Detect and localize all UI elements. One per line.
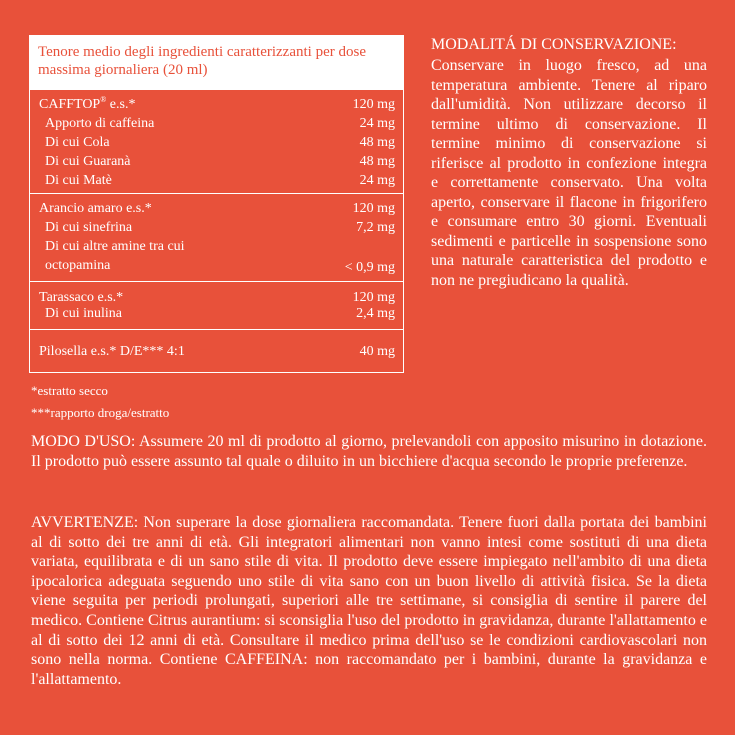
storage-title: MODALITÁ DI CONSERVAZIONE: [431,36,677,53]
table-divider [30,281,403,282]
ingredient-value: 120 mg [352,97,395,112]
table-row [30,95,403,114]
footnote: ***rapporto droga/estratto [31,405,170,420]
ingredient-name: Di cui Cola [45,135,110,150]
ingredient-value: 7,2 mg [356,220,395,235]
ingredient-value: 120 mg [352,201,395,216]
warnings-text: Non superare la dose giornaliera raccomandata. Tenere fuori dalla portata dei bambini al di sotto dei tre anni di età. Gli integratori alimentari non vanno intesi come sostituti di una dieta variata, equilibrata e di un sano stile di vita. Il prodotto deve essere impiegato nell'ambito di una dieta ipocalorica adeguata seguendo uno stile di vita sano con un buon livello di attività fisica. Se la dieta viene seguita per periodi prolungati, superiori alle tre settimane, si consiglia di sentire il parere del medico. Contiene Citrus aurantium: si sconsiglia l'uso del prodotto in gravidanza, durante l'allattamento e al di sotto dei 12 anni di età. Consultare il medico prima dell'uso se le condizioni cardiovascolari non sono nella norma. Contiene CAFFEINA: non raccomandato per i bambini, durante la gravidanza e l'allattamento. [31,514,707,688]
ingredient-name: Di cui Guaranà [45,154,131,169]
ingredient-name: CAFFTOP® e.s.* [39,95,136,112]
table-row [30,237,403,256]
table-row [30,342,403,361]
table-divider [30,89,403,90]
table-header: Tenore medio degli ingredienti caratterizzanti per dose massima giornaliera (20 ml) [30,36,403,89]
storage-section [431,36,707,290]
ingredient-value: 48 mg [359,154,395,169]
ingredient-name: octopamina [45,258,111,273]
ingredient-value: 120 mg [352,290,395,305]
ingredient-name: Pilosella e.s.* D/E*** 4:1 [39,344,185,359]
table-row [30,133,403,152]
table-row [30,171,403,190]
table-row [30,114,403,133]
ingredient-value: 24 mg [359,116,395,131]
ingredient-value: 48 mg [359,135,395,150]
table-divider [30,193,403,194]
usage-label: MODO D'USO [31,433,131,450]
table-divider [30,329,403,330]
registered-mark: ® [100,95,107,104]
storage-text: Conservare in luogo fresco, ad una temperatura ambiente. Tenere al riparo dall'umidità. Non utilizzare decorso il termine ultimo di conservazione. Il termine minimo di conservazione si riferisce al prodotto in confezione integra e correttamente conservato. Una volta aperto, conservare il flacone in frigorifero e consumare entro 30 giorni. Eventuali sedimenti e particelle in sospensione sono una naturale caratteristica del prodotto e non ne pregiudicano la qualità. [431,57,707,289]
ingredient-name: Apporto di caffeina [45,116,155,131]
ingredient-value: 40 mg [359,344,395,359]
footnote: *estratto secco [31,383,108,398]
ingredient-name: Tarassaco e.s.* [39,290,124,305]
ingredient-value: 2,4 mg [356,306,395,321]
ingredient-name: Di cui inulina [45,306,122,321]
ingredient-value: < 0,9 mg [344,260,395,275]
ingredient-name: Di cui Matè [45,173,112,188]
ingredients-table [29,35,404,373]
ingredient-value: 24 mg [359,173,395,188]
usage-text: : Assumere 20 ml di prodotto al giorno, prelevandoli con apposito misurino in dotazione. Il prodotto può essere assunto tal quale o diluito in un bicchiere d'acqua secondo le proprie preferenze. [31,433,707,470]
usage-section [31,432,707,471]
table-row [30,256,403,275]
warnings-label: AVVERTENZE: [31,514,139,531]
table-footnotes [31,380,169,424]
table-row [30,218,403,237]
table-row [30,199,403,218]
table-row [30,152,403,171]
table-row [30,304,403,323]
ingredient-name: Arancio amaro e.s.* [39,201,152,216]
ingredient-name: Di cui altre amine tra cui [45,239,185,254]
warnings-section [31,513,707,689]
ingredient-name: Di cui sinefrina [45,220,133,235]
